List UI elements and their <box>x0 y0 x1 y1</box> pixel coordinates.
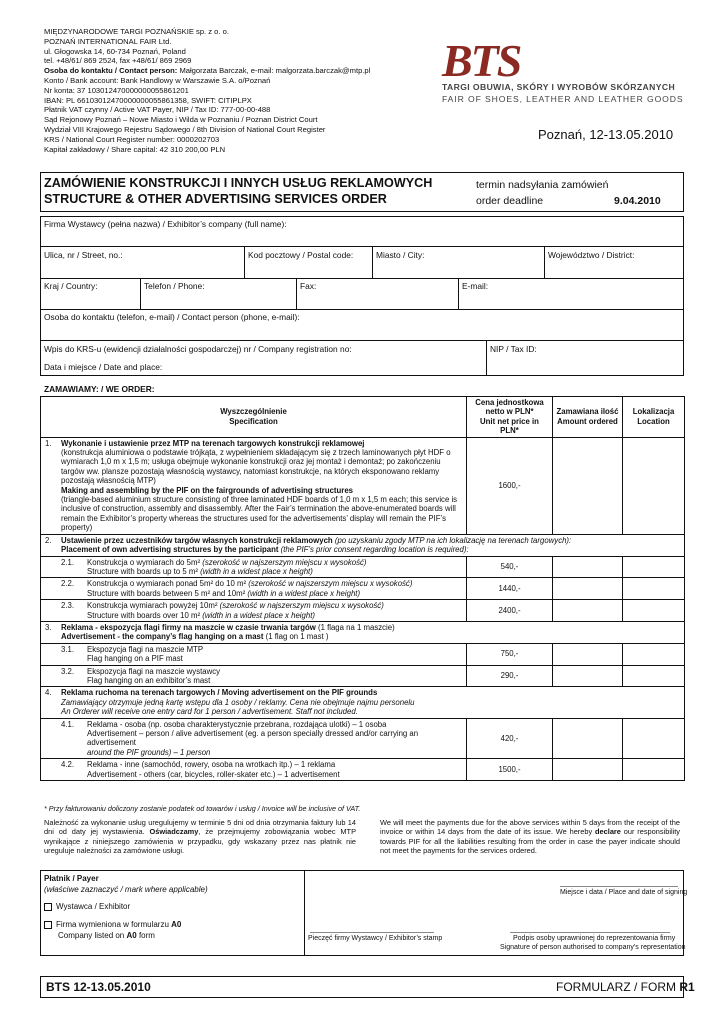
terms-pl-text: Należność za wykonanie usług uregulujemy w terminie 5 dni od dnia otrzymania faktury lub 14 dni od daty jej wystawienia. <box>44 818 356 837</box>
deadline-label-pl: termin nadsyłania zamówień <box>476 179 609 191</box>
item-2-1-qty[interactable] <box>553 556 623 578</box>
item-3-1-price: 750,- <box>467 643 553 665</box>
company-line: Nr konta: 37 103012470000000055861201 <box>44 85 189 95</box>
sub-desc-pl: Reklama - inne (samochód, rowery, osoba na wrotkach itp.) – 1 reklama <box>87 760 336 770</box>
table-row <box>41 759 685 781</box>
signature-label-pl[interactable]: Podpis osoby uprawnionej do reprezentowania firmy <box>513 935 676 942</box>
item-number: 4. <box>45 688 52 698</box>
item-2-3-qty[interactable] <box>553 600 623 622</box>
field-street[interactable]: Ulica, nr / Street, no.: <box>44 250 123 260</box>
item-4-note-en: An Orderer will receive one entry card for 1 person / advertisement. Staff not included. <box>61 707 358 717</box>
table-row <box>41 600 685 622</box>
sub-desc-en: Flag hanging on a PIF mast <box>87 654 183 664</box>
item-4-2-price: 1500,- <box>467 759 553 781</box>
item-number: 3. <box>45 622 52 632</box>
item-2-2-location[interactable] <box>623 578 685 600</box>
option-label: form <box>136 931 155 940</box>
field-phone[interactable]: Telefon / Phone: <box>144 281 205 291</box>
payer-hint: (właściwe zaznaczyć / mark where applicable) <box>44 885 208 894</box>
sub-note-en: (width in a widest place x height) <box>247 588 361 598</box>
item-number: 2. <box>45 535 52 545</box>
item-4-2-location[interactable] <box>623 759 685 781</box>
col-price-en: Unit net price in PLN* <box>480 416 539 436</box>
col-price <box>467 397 553 438</box>
divider <box>372 246 373 278</box>
table-row <box>41 643 685 665</box>
item-3-title-pl: Reklama - ekspozycja flagi firmy na maszcie w czasie trwania targów <box>61 622 316 632</box>
item-3-2-location[interactable] <box>623 665 685 687</box>
table-row <box>41 718 685 759</box>
divider <box>40 246 684 247</box>
logo-text: BTS <box>442 38 521 80</box>
item-2-2-price: 1440,- <box>467 578 553 600</box>
item-number: 2.3. <box>61 601 75 611</box>
payer-option-company-a0-en <box>58 931 155 940</box>
divider <box>244 246 245 278</box>
item-2-2-qty[interactable] <box>553 578 623 600</box>
deadline-value: 9.04.2010 <box>614 195 661 207</box>
item-2-1-spec <box>41 556 467 578</box>
payer-option-exhibitor[interactable] <box>44 902 130 911</box>
company-line: IBAN: PL 66103012470000000055861358, SWIFT: CITIPLPX <box>44 95 252 105</box>
terms-en <box>380 818 680 856</box>
col-loc-pl: Lokalizacja <box>632 407 675 417</box>
item-3-note-en: (1 flag on 1 mast ) <box>263 632 329 642</box>
item-1-desc-pl: (konstrukcja aluminiowa o podstawie trójkąta, z wypełnieniem składającym się z trzech laminowanych płyt HDF o wymiarach 1,0 m x 1,5 m; usługa obejmuje wykonanie konstrukcji oraz jej montaż i demontaż; po zakończeniu targów ww. plansze pozostają własnością wystawcy, natomiast konstrukcje, na których eksponowano reklamy pozostają własnością MTP) <box>61 448 451 486</box>
sub-desc-en: Advertisement - others (car, bicycles, roller-skater etc.) – 1 advertisement <box>87 769 340 779</box>
checkbox[interactable] <box>44 921 52 929</box>
form-title-pl: ZAMÓWIENIE KONSTRUKCJI I INNYCH USŁUG REKLAMOWYCH <box>44 176 433 190</box>
divider <box>458 278 459 309</box>
payer-option-company-a0[interactable] <box>44 920 181 929</box>
table-row <box>41 665 685 687</box>
option-code: A0 <box>171 920 182 929</box>
item-4-1-price: 420,- <box>467 718 553 759</box>
terms-pl <box>44 818 356 856</box>
item-4-2-spec <box>41 759 467 781</box>
item-4-1-qty[interactable] <box>553 718 623 759</box>
item-number: 4.1. <box>61 719 75 729</box>
contact-line <box>44 66 444 76</box>
divider <box>544 246 545 278</box>
item-2-3-price: 2400,- <box>467 600 553 622</box>
field-email[interactable]: E-mail: <box>462 281 489 291</box>
company-line: KRS / National Court Register number: 0000202703 <box>44 134 220 144</box>
item-1-qty[interactable] <box>553 437 623 534</box>
table-row <box>41 578 685 600</box>
table-header-row <box>41 397 685 438</box>
col-spec <box>41 397 467 438</box>
company-line: Konto / Bank account: Bank Handlowy w Warszawie S.A. o/Poznań <box>44 75 271 85</box>
sub-note-pl: (szerokość w najszerszym miejscu x wysokość) <box>202 557 367 567</box>
item-number: 3.1. <box>61 644 75 654</box>
order-heading: ZAMAWIAMY: / WE ORDER: <box>44 384 155 394</box>
item-1-desc-en: (triangle-based aluminium structure consisting of three laminated HDF boards of 1,0 m x 1,5 m each; this service is inclusive of construction, assembly and disassembly. After the Fair’s termination the above-enumerated boards will remain the Exhibitor’s property whereas the structures used for the advertisements’ display will remain the PIF’s property) <box>61 495 458 533</box>
col-spec-en: Specification <box>229 416 278 426</box>
item-1-location[interactable] <box>623 437 685 534</box>
sub-desc-pl: Konstrukcja o wymiarach ponad 5m² do 10 m² <box>87 579 249 589</box>
item-3-1-qty[interactable] <box>553 643 623 665</box>
item-2-note-pl: (po uzyskaniu zgody MTP na ich lokalizację na terenach targowych): <box>332 535 572 545</box>
item-3-2-qty[interactable] <box>553 665 623 687</box>
footer-event: BTS 12-13.05.2010 <box>46 980 151 994</box>
company-line: Kapitał zakładowy / Share capital: 42 310 200,00 PLN <box>44 144 226 154</box>
signature-line <box>560 886 678 887</box>
item-2-spec <box>41 534 685 556</box>
form-title-en: STRUCTURE & OTHER ADVERTISING SERVICES ORDER <box>44 192 387 206</box>
field-postal-code[interactable]: Kod pocztowy / Postal code: <box>248 250 354 260</box>
table-row <box>41 437 685 534</box>
terms-en-bold: declare <box>595 827 621 837</box>
field-tax-id[interactable]: NIP / Tax ID: <box>490 344 537 354</box>
col-price-pl: Cena jednostkowa netto w PLN* <box>475 398 544 417</box>
bts-logo-mark <box>440 38 550 80</box>
logo-tagline-pl: TARGI OBUWIA, SKÓRY I WYROBÓW SKÓRZANYCH <box>442 82 676 92</box>
terms-pl-bold: Oświadczamy <box>149 827 199 837</box>
payer-label: Płatnik / Payer <box>44 874 99 883</box>
item-2-title-pl: Ustawienie przez uczestników targów własnych konstrukcji reklamowych <box>61 535 333 545</box>
company-line: tel. +48/61/ 869 2524, fax +48/61/ 869 2969 <box>44 56 192 66</box>
company-line: Wydział VIII Krajowego Rejestru Sądowego / 8th Division of National Court Register <box>44 124 326 134</box>
col-qty-pl: Zamawiana ilość <box>556 407 619 417</box>
footer-form-code: R1 <box>679 980 695 994</box>
field-city[interactable]: Miasto / City: <box>376 250 425 260</box>
item-3-1-spec <box>41 643 467 665</box>
sub-desc-pl: Konstrukcja o wymiarach do 5m² <box>87 557 203 567</box>
sub-desc-en: Structure with boards over 10 m² <box>87 610 203 620</box>
item-2-3-location[interactable] <box>623 600 685 622</box>
option-label: Firma wymieniona w formularzu <box>56 920 172 929</box>
item-4-2-qty[interactable] <box>553 759 623 781</box>
col-loc-en: Location <box>637 416 670 426</box>
place-date: Poznań, 12-13.05.2010 <box>538 127 674 142</box>
item-number: 2.2. <box>61 579 75 589</box>
order-table <box>40 396 685 781</box>
item-number: 4.2. <box>61 760 75 770</box>
item-2-1-price: 540,- <box>467 556 553 578</box>
sub-desc-pl: Reklama - osoba (np. osoba charakterystycznie przebrana, rozdająca ulotki) – 1 osoba <box>87 719 387 729</box>
company-line: POZNAŃ INTERNATIONAL FAIR Ltd. <box>44 36 172 46</box>
item-2-3-spec <box>41 600 467 622</box>
field-fax[interactable]: Fax: <box>300 281 317 291</box>
item-number: 1. <box>45 438 52 448</box>
field-registration-no[interactable]: Wpis do KRS-u (ewidencji działalności gospodarczej) nr / Company registration no: <box>44 344 352 354</box>
item-4-spec <box>41 687 685 718</box>
company-line: Płatnik VAT czynny / Active VAT Payer, NIP / Tax ID: 777-00-00-488 <box>44 105 271 115</box>
divider <box>486 340 487 376</box>
table-row <box>41 621 685 643</box>
item-number: 2.1. <box>61 557 75 567</box>
item-4-1-location[interactable] <box>623 718 685 759</box>
item-4-title: Reklama ruchoma na terenach targowych / Moving advertisement on the PIF grounds <box>61 688 378 698</box>
item-3-note-pl: (1 flaga na 1 maszcie) <box>315 622 395 632</box>
item-1-title-pl: Wykonanie i ustawienie przez MTP na terenach targowych konstrukcji reklamowej <box>61 438 365 448</box>
place-date-signing[interactable]: Miejsce i data / Place and date of signing <box>560 889 688 896</box>
company-stamp[interactable]: Pieczęć firmy Wystawcy / Exhibitor’s stamp <box>308 935 443 942</box>
footer-form-id <box>556 980 695 994</box>
field-contact-person[interactable]: Osoba do kontaktu (telefon, e-mail) / Contact person (phone, e-mail): <box>44 312 300 322</box>
signature-line <box>310 932 434 933</box>
company-info <box>44 27 444 154</box>
item-3-2-spec <box>41 665 467 687</box>
option-code: A0 <box>126 931 137 940</box>
vat-note: * Przy fakturowaniu doliczony zostanie podatek od towarów i usług / Invoice will be inclusive of VAT. <box>44 804 361 813</box>
item-3-2-price: 290,- <box>467 665 553 687</box>
sub-desc-en: Flag hanging on an exhibitor’s mast <box>87 675 211 685</box>
col-loc <box>623 397 685 438</box>
divider <box>304 870 305 956</box>
table-row <box>41 687 685 718</box>
sub-desc-pl: Ekspozycja flagi na maszcie MTP <box>87 644 204 654</box>
company-line: Sąd Rejonowy Poznań – Nowe Miasto i Wilda w Poznaniu / Poznan District Court <box>44 115 318 125</box>
item-3-title-en: Advertisement - the company’s flag hanging on a mast <box>61 632 264 642</box>
item-2-2-spec <box>41 578 467 600</box>
terms-pl-text-2: , że przejmujemy zobowiązania wobec MTP wynikające z niniejszego zamówienia w przypadku, gdy wskazany przez nas płatnik nie ureguluje należności za zamówione usługi. <box>44 827 356 856</box>
sub-desc-pl: Konstrukcja wymiarach powyżej 10m² <box>87 601 220 611</box>
terms-en-text-2: our responsibility towards PIF for all the liabilities resulting from the order in case the payer indicate should not meet the payments for the services ordered. <box>380 827 680 856</box>
sub-desc-en-2: around the PIF grounds) – 1 person <box>87 747 211 757</box>
item-1-price: 1600,- <box>467 437 553 534</box>
contact-label: Osoba do kontaktu / Contact person: <box>44 66 178 76</box>
sub-desc-en: Structure with boards up to 5 m² <box>87 566 201 576</box>
terms-en-text: We will meet the payments due for the above services within 5 days from the receipt of the invoice or within 14 days from the date of its issue. We hereby <box>380 818 680 837</box>
table-row <box>41 534 685 556</box>
sub-note-en: (width in a widest place x height) <box>202 610 315 620</box>
option-label: Wystawca / Exhibitor <box>56 902 131 911</box>
divider <box>40 278 684 279</box>
sub-note-en: (width in a widest place x height) <box>200 566 313 576</box>
sub-desc-pl: Ekspozycja flagi na maszcie wystawcy <box>87 666 221 676</box>
item-number: 3.2. <box>61 666 75 676</box>
divider <box>40 309 684 310</box>
field-country[interactable]: Kraj / Country: <box>44 281 98 291</box>
item-1-title-en: Making and assembling by the PIF on the fairgrounds of advertising structures <box>61 485 353 495</box>
item-2-note-en: (the PIF’s prior consent regarding location is required): <box>278 545 469 555</box>
signature-label-en: Signature of person authorised to company’s representation <box>500 944 686 951</box>
footer-form-label: FORMULARZ / FORM <box>556 980 680 994</box>
item-1-spec <box>41 437 467 534</box>
logo-tagline-en: FAIR OF SHOES, LEATHER AND LEATHER GOODS <box>442 94 684 104</box>
col-qty-en: Amount ordered <box>557 416 618 426</box>
item-3-1-location[interactable] <box>623 643 685 665</box>
sub-note-pl: (szerokość w najszerszym miejscu x wysokość) <box>219 601 384 611</box>
sub-desc-en: Advertisement – person / alive advertisement (eg. a person specially dressed and/or carrying an advertisement <box>87 729 419 748</box>
item-2-1-location[interactable] <box>623 556 685 578</box>
item-4-note-pl: Zamawiający otrzymuje jedną kartę wstępu dla 1 osoby / reklamy. Cena nie obejmuje najmu personelu <box>61 697 415 707</box>
item-2-title-en: Placement of own advertising structures by the participant <box>61 545 279 555</box>
col-qty <box>553 397 623 438</box>
bts-logo <box>440 38 550 80</box>
divider <box>296 278 297 309</box>
signature-line <box>510 932 670 933</box>
table-row <box>41 556 685 578</box>
field-date-place[interactable]: Data i miejsce / Date and place: <box>44 362 163 372</box>
divider <box>140 278 141 309</box>
deadline-label-en: order deadline <box>476 195 544 207</box>
divider <box>40 340 684 341</box>
item-4-1-spec <box>41 718 467 759</box>
checkbox[interactable] <box>44 903 52 911</box>
option-label: Company listed on <box>58 931 127 940</box>
field-district[interactable]: Województwo / District: <box>548 250 635 260</box>
company-line: MIĘDZYNARODOWE TARGI POZNAŃSKIE sp. z o. o. <box>44 27 229 36</box>
sub-note-pl: (szerokość w najszerszym miejscu x wysokość) <box>248 579 413 589</box>
field-company-name[interactable]: Firma Wystawcy (pełna nazwa) / Exhibitor’s company (full name): <box>44 219 287 229</box>
sub-desc-en: Structure with boards between 5 m² and 10m² <box>87 588 248 598</box>
item-3-spec <box>41 621 685 643</box>
contact-value: Małgorzata Barczak, e-mail: malgorzata.barczak@mtp.pl <box>177 66 371 76</box>
col-spec-pl: Wyszczególnienie <box>220 407 287 417</box>
company-line: ul. Głogowska 14, 60-734 Poznań, Poland <box>44 46 186 56</box>
